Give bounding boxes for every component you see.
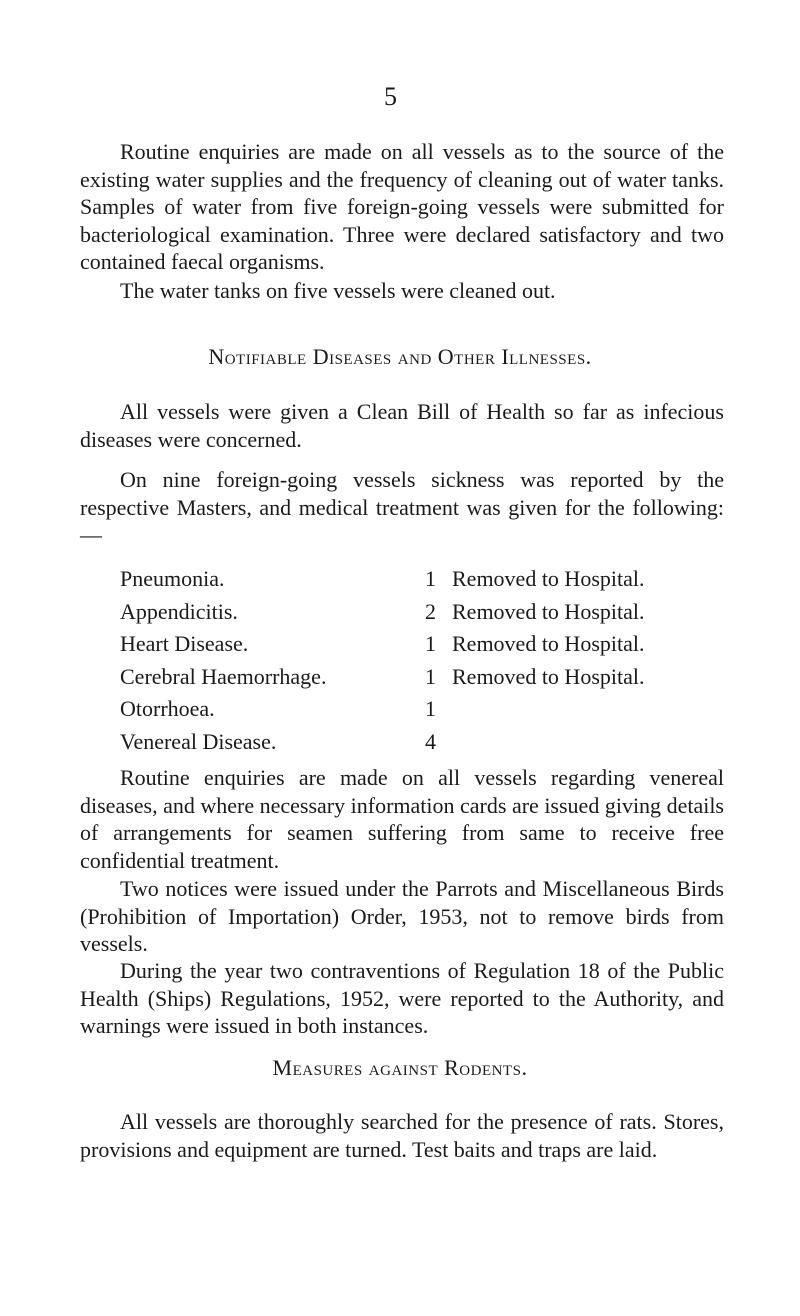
case-row xyxy=(120,695,680,728)
case-note: Removed to Hospital. xyxy=(452,663,645,689)
case-disease: Venereal Disease. xyxy=(120,728,277,754)
tanks-cleaned-paragraph: The water tanks on five vessels were cleaned out. xyxy=(120,278,556,303)
case-row xyxy=(120,565,680,598)
case-disease: Cerebral Haemorrhage. xyxy=(120,663,327,689)
case-count: 1 xyxy=(425,631,436,657)
notifiable-diseases-heading: Notifiable Diseases and Other Illnesses. xyxy=(208,344,592,369)
case-disease: Heart Disease. xyxy=(120,631,249,657)
case-row xyxy=(120,663,680,696)
cases-list xyxy=(120,565,680,761)
case-disease: Pneumonia. xyxy=(120,566,225,591)
rodents-search-paragraph: All vessels are thoroughly searched for the presence of rats. Stores, provisions and equipment are turned. Test baits and traps are laid. xyxy=(80,1109,724,1162)
case-count: 2 xyxy=(425,598,436,624)
case-count: 1 xyxy=(425,663,436,689)
case-row xyxy=(120,630,680,663)
clean-bill-paragraph: All vessels were given a Clean Bill of Health so far as infecious diseases were concerned. xyxy=(80,399,724,452)
case-disease: Otorrhoea. xyxy=(120,696,215,722)
case-note: Removed to Hospital. xyxy=(452,631,645,657)
case-row xyxy=(120,598,680,631)
parrots-notices-paragraph: Two notices were issued under the Parrots and Miscellaneous Birds (Prohibition of Importation) Order, 1953, not to remove birds from vessels. xyxy=(80,876,724,957)
case-note: Removed to Hospital. xyxy=(452,566,645,591)
case-count: 4 xyxy=(425,728,436,754)
page-number: 5 xyxy=(384,82,397,111)
case-count: 1 xyxy=(425,566,436,591)
case-note: Removed to Hospital. xyxy=(452,598,645,624)
sickness-intro-paragraph: On nine foreign-going vessels sickness was reported by the respective Masters, and medical treatment was given for the following: — xyxy=(80,467,724,548)
venereal-enquiries-paragraph: Routine enquiries are made on all vessels regarding venereal diseases, and where necessary information cards are issued giving details of arrangements for seamen suffering from same to receive free confidential treatment. xyxy=(80,765,724,873)
water-enquiries-paragraph: Routine enquiries are made on all vessels as to the source of the existing water supplies and the frequency of cleaning out of water tanks. Samples of water from five foreign-going vessels were submitted for bacteriological examination. Three were declared satisfactory and two contained faecal organisms. xyxy=(80,139,724,275)
measures-against-rodents-heading: Measures against Rodents. xyxy=(272,1055,528,1080)
case-row xyxy=(120,728,680,761)
contraventions-paragraph: During the year two contraventions of Regulation 18 of the Public Health (Ships) Regulations, 1952, were reported to the Authority, and warnings were issued in both instances. xyxy=(80,958,724,1039)
case-disease: Appendicitis. xyxy=(120,598,238,624)
case-count: 1 xyxy=(425,696,436,722)
